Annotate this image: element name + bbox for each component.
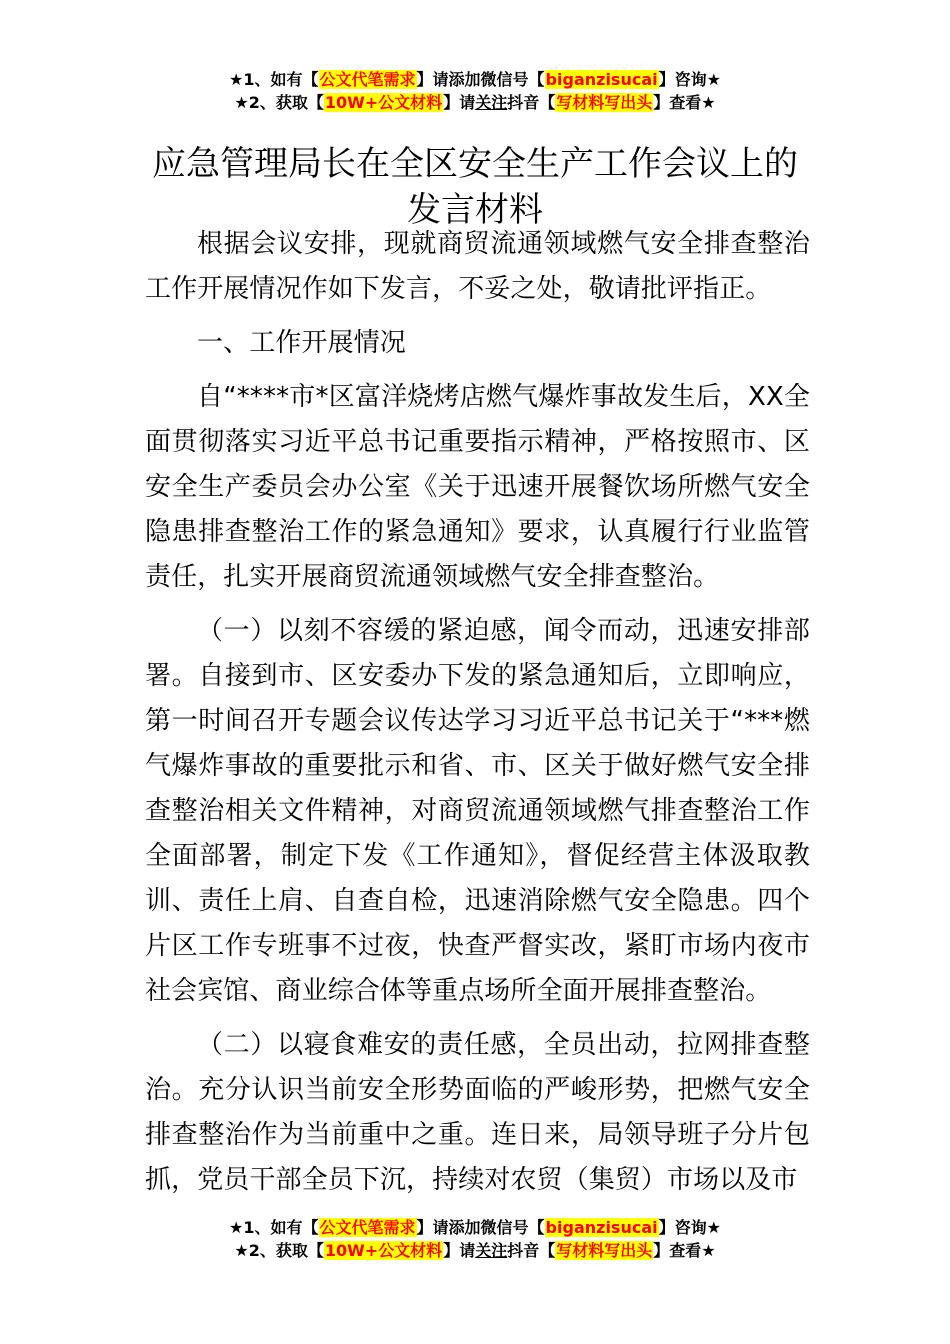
banner-text: 】请 [443,1241,476,1260]
paragraph: （一）以刻不容缓的紧迫感，闻令而动，迅速安排部署。自接到市、区安委办下发的紧急通知后，立即响应，第一时间召开专题会议传达学习习近平总书记关于“***燃气爆炸事故的重要批示和省、市、区关于做好燃气安全排查整治相关文件精神，对商贸流通领域燃气排查整治工作全面部署，制定下发《工作通知》，督促经营主体汲取教训、责任上肩、自查自检，迅速消除燃气安全隐患。四个片区工作专班事不过夜，快查严督实改，紧盯市场内夜市社会宾馆、商业综合体等重点场所全面开展排查整治。 [145,616,810,1006]
paragraph: 自“****市*区富洋烧烤店燃气爆炸事故发生后，XX全面贯彻落实习近平总书记重要指示精神，严格按照市、区安全生产委员会办公室《关于迅速开展餐饮场所燃气安全隐患排查整治工作的紧急通知》要求，认真履行行业监管责任，扎实开展商贸流通领域燃气安全排查整治。 [145,382,810,592]
banner-line-1 [0,1216,950,1239]
title-line-2: 发言材料 [407,189,543,230]
document-title [0,141,950,233]
banner-douyin-id: 写材料写出头 [556,93,653,112]
banner-text: 】咨询★ [658,1218,721,1237]
section-heading: 一、工作开展情况 [197,328,406,358]
banner-text: 抖音【 [507,93,556,112]
banner-line-2 [0,1239,950,1262]
banner-highlight: 10W+公文材料 [324,1241,443,1260]
banner-line-1 [0,68,950,91]
banner-text: 】咨询★ [658,70,721,89]
banner-text: 】请添加微信号【 [416,70,545,89]
document-body [145,222,810,1212]
banner-line-2 [0,91,950,114]
banner-highlight: 公文代笔需求 [319,70,416,89]
paragraph-intro: 根据会议安排，现就商贸流通领域燃气安全排查整治工作开展情况作如下发言，不妥之处，敬请批评指正。 [145,229,810,304]
banner-wechat-id: biganzisucai [545,1218,658,1237]
banner-text: 】请添加微信号【 [416,1218,545,1237]
header-banner [0,68,950,114]
banner-text: ★2、获取【 [234,1241,324,1260]
banner-text: ★1、如有【 [229,70,319,89]
banner-text: ★1、如有【 [229,1218,319,1237]
banner-text: ★2、获取【 [234,93,324,112]
footer-banner [0,1216,950,1262]
banner-underlined: 关注 [475,1241,508,1260]
banner-highlight: 10W+公文材料 [324,93,443,112]
banner-highlight: 公文代笔需求 [319,1218,416,1237]
banner-text: 抖音【 [507,1241,556,1260]
banner-wechat-id: biganzisucai [545,70,658,89]
banner-underlined: 关注 [475,93,508,112]
banner-text: 】查看★ [653,93,716,112]
paragraph: （二）以寝食难安的责任感，全员出动，拉网排查整治。充分认识当前安全形势面临的严峻形势，把燃气安全排查整治作为当前重中之重。连日来，局领导班子分片包抓，党员干部全员下沉，持续对农贸（集贸）市场以及市 [145,1030,810,1195]
banner-text: 】请 [443,93,476,112]
banner-text: 】查看★ [653,1241,716,1260]
banner-douyin-id: 写材料写出头 [556,1241,653,1260]
title-line-1: 应急管理局长在全区安全生产工作会议上的 [152,143,798,184]
